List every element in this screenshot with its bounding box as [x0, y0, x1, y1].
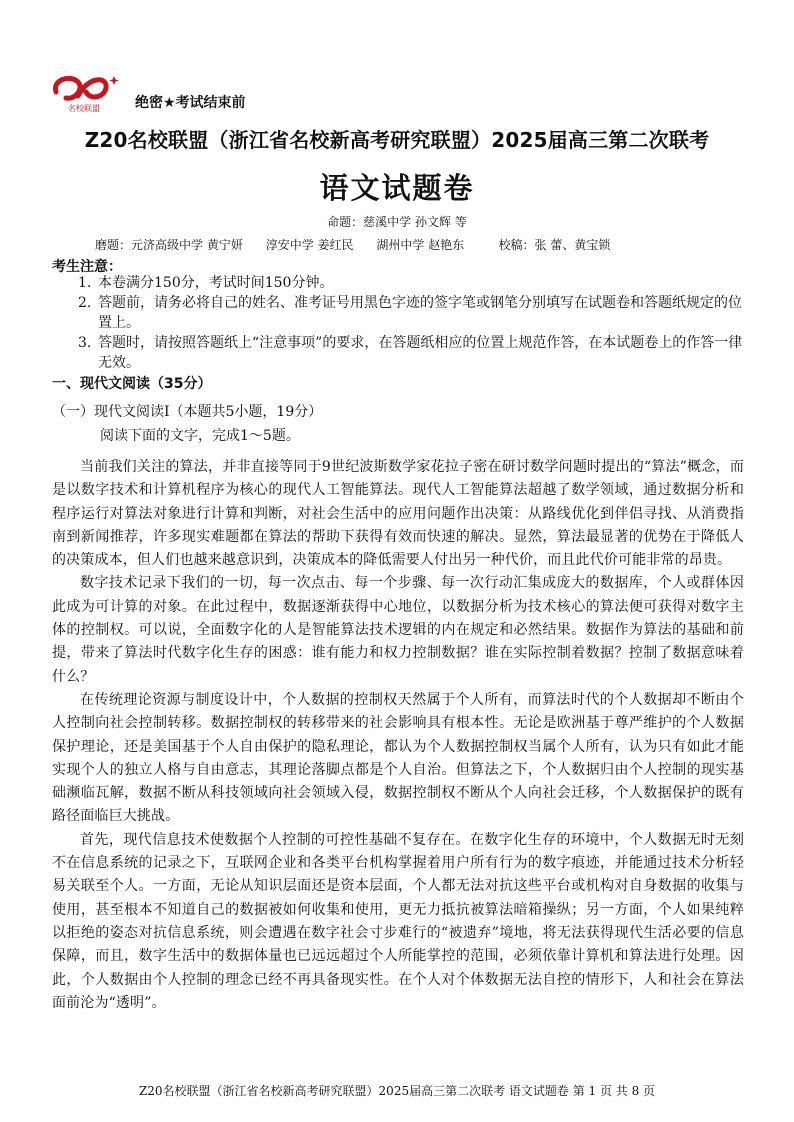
passage-paragraph: 数字技术记录下我们的一切，每一次点击、每一个步骤、每一次行动汇集成庞大的数据库，个人或群体因此成为可计算的对象。在此过程中，数据逐渐获得中心地位，以数据分析为技术核心的算法便可获得对数字主体的控制权。可以说，全面数字化的人是智能算法技术逻辑的内在规定和必然结果。数据作为算法的基础和前提，带来了算法时代数字化生存的困惑：谁有能力和权力控制数据？谁在实际控制着数据？控制了数据意味着什么？ [52, 575, 744, 685]
notice-number: 3. [78, 335, 92, 351]
authors-line: 命题：慈溪中学 孙文辉 等 [327, 215, 467, 229]
subsection-title: （一）现代文阅读Ⅰ（本题共5小题，19分） [52, 404, 323, 420]
notice-text: 本卷满分150分，考试时间150分钟。 [98, 275, 334, 291]
notice-number: 1. [78, 275, 92, 291]
notice-item [78, 293, 744, 333]
notice-text: 答题时，请按照答题纸上“注意事项”的要求，在答题纸相应的位置上规范作答，在本试题卷上的作答一律无效。 [98, 335, 743, 371]
exam-title: Z20名校联盟（浙江省名校新高考研究联盟）2025届高三第二次联考 [84, 128, 710, 152]
notice-list [78, 273, 744, 373]
reviewers-line: 磨题：元济高级中学 黄宁妍 淳安中学 姜红民 湖州中学 赵艳东 校稿：张 蕾、黄宝锁 [95, 238, 611, 252]
notice-number: 2. [78, 295, 92, 311]
alliance-logo [48, 70, 130, 114]
reading-passage [52, 456, 744, 1015]
reading-instruction: 阅读下面的文字，完成1～5题。 [100, 428, 300, 444]
confidential-label: 绝密★考试结束前 [135, 95, 246, 111]
subject-title: 语文试题卷 [319, 171, 475, 205]
notice-item [78, 273, 744, 293]
passage-paragraph: 在传统理论资源与制度设计中，个人数据的控制权天然属于个人所有，而算法时代的个人数据却不断由个人控制向社会控制转移。数据控制权的转移带来的社会影响具有根本性。无论是欧洲基于尊严维护的个人数据保护理论，还是美国基于个人自由保护的隐私理论，都认为个人数据控制权当属个人所有，认为只有如此才能实现个人的独立人格与自由意志，其理论落脚点都是个人自治。但算法之下，个人数据归由个人控制的现实基础濒临瓦解，数据不断从科技领域向社会领域入侵，数据控制权不断从个人向社会迁移，个人数据保护的既有路径面临巨大挑战。 [52, 691, 744, 825]
passage-paragraph: 首先，现代信息技术使数据个人控制的可控性基础不复存在。在数字化生存的环境中，个人数据无时无刻不在信息系统的记录之下，互联网企业和各类平台机构掌握着用户所有行为的数字痕迹，并能通过技术分析轻易关联至个人。一方面，无论从知识层面还是资本层面，个人都无法对抗这些平台或机构对自身数据的收集与使用，甚至根本不知道自己的数据被如何收集和使用，更无力抵抗被算法暗箱操纵；另一方面，个人如果纯粹以拒绝的姿态对抗信息系统，则会遭遇在数字社会寸步难行的“被遗弃”境地，将无法获得现代生活必要的信息保障，而且，数字生活中的数据体量也已远远超过个人所能掌控的范围，必须依靠计算机和算法进行处理。因此，个人数据由个人控制的理念已经不再具备现实性。在个人对个体数据无法自控的情形下，人和社会在算法面前沦为“透明”。 [52, 831, 744, 1011]
section-title: 一、现代文阅读（35分） [52, 376, 212, 392]
notice-item [78, 333, 744, 373]
logo-text: 名校联盟 [68, 104, 100, 113]
page-footer: Z20名校联盟（浙江省名校新高考研究联盟）2025届高三第二次联考 语文试题卷 第 1 页 共 8 页 [138, 1084, 656, 1098]
notice-title: 考生注意： [52, 259, 122, 275]
notice-text: 答题前，请务必将自己的姓名、准考证号用黑色字迹的签字笔或钢笔分别填写在试题卷和答题纸规定的位置上。 [98, 295, 742, 331]
passage-paragraph: 当前我们关注的算法，并非直接等同于9世纪波斯数学家花拉子密在研讨数学问题时提出的“算法”概念，而是以数字技术和计算机程序为核心的现代人工智能算法。现代人工智能算法超越了数学领域，通过数据分析和程序运行对算法对象进行计算和判断，对社会生活中的应用问题作出决策：从路线优化到伴侣寻找、从消费指南到新闻推荐，许多现实难题都在算法的帮助下获得有效而快速的解决。显然，算法最显著的优势在于降低人的决策成本，但人们也越来越意识到，决策成本的降低需要人付出另一种代价，而且此代价可能非常的昂贵。 [52, 459, 744, 569]
